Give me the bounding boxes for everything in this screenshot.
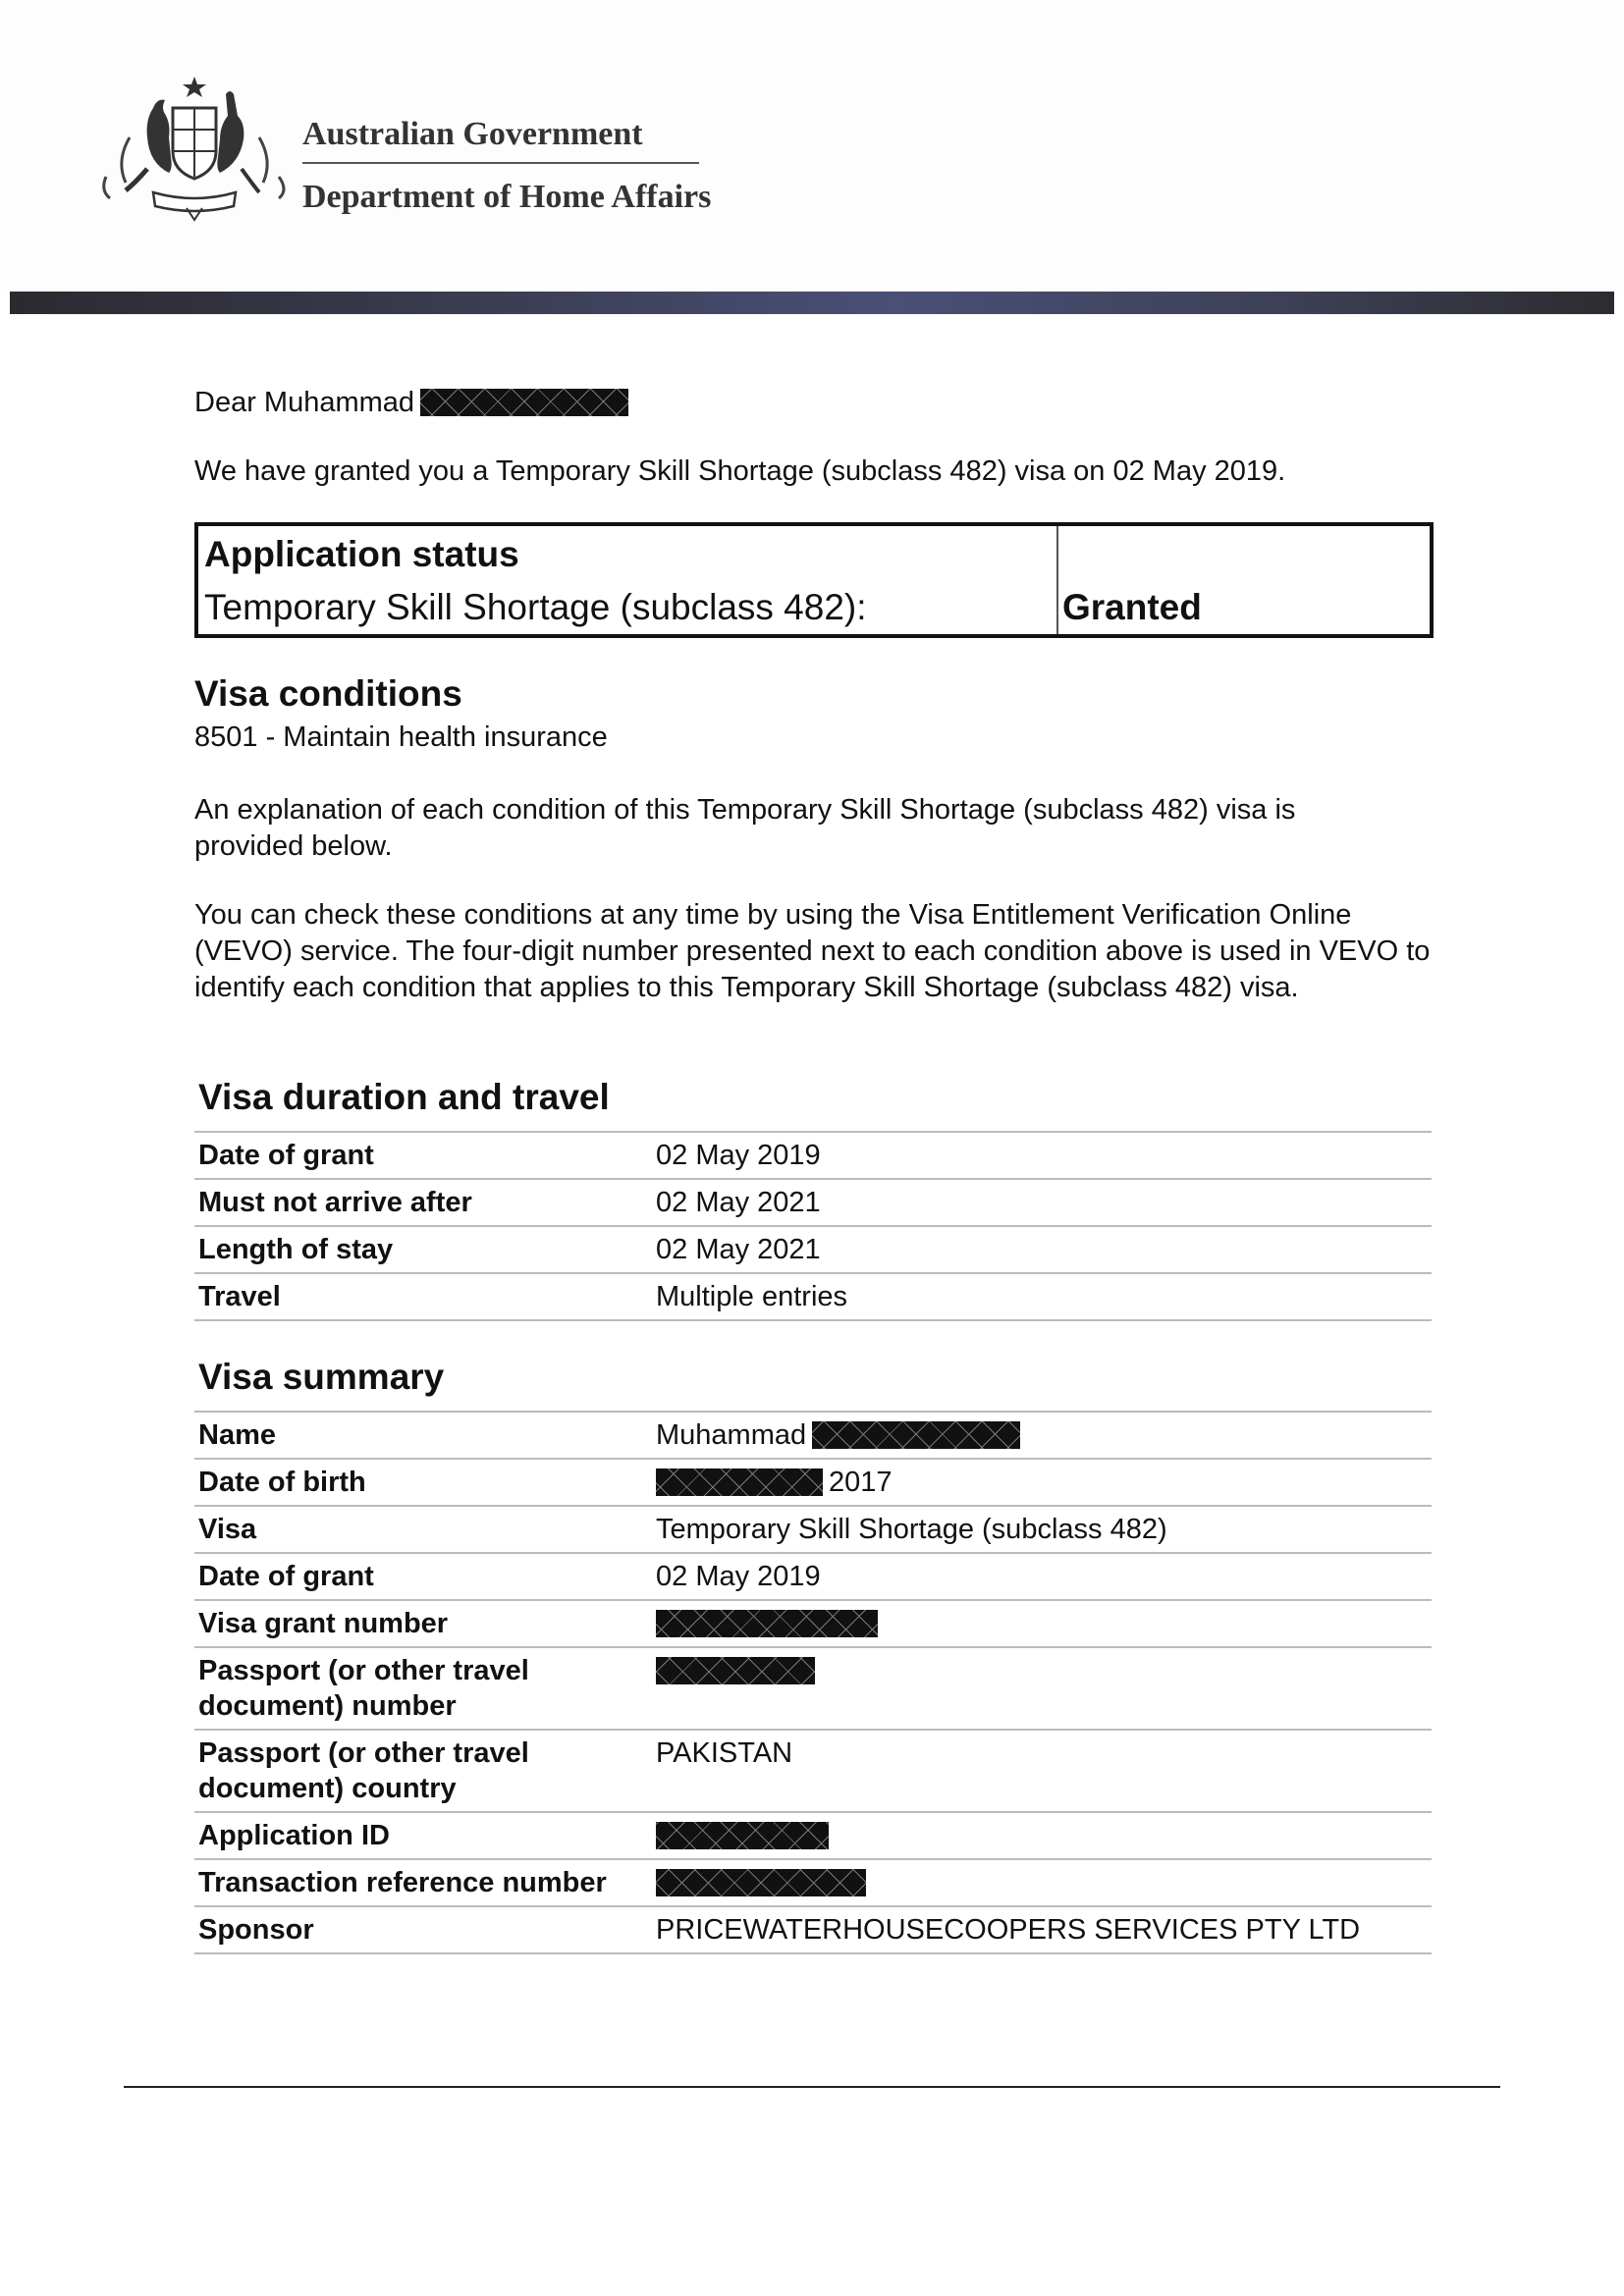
- row-label: Name: [194, 1412, 652, 1459]
- table-row: [194, 1459, 1432, 1506]
- visa-conditions-title: Visa conditions: [194, 673, 462, 714]
- government-name: Australian Government: [302, 116, 643, 152]
- row-value: [652, 1859, 1432, 1906]
- row-label: Length of stay: [194, 1226, 652, 1273]
- redacted-surname: [420, 389, 628, 416]
- row-label: Transaction reference number: [194, 1859, 652, 1906]
- status-value: Granted: [1062, 587, 1202, 627]
- letterhead: [0, 0, 1624, 294]
- table-row: [194, 1132, 1432, 1179]
- row-value: 02 May 2019: [652, 1553, 1432, 1600]
- row-label: Passport (or other travel document) country: [194, 1730, 652, 1812]
- row-value: Multiple entries: [652, 1273, 1432, 1320]
- table-row: [194, 1647, 1432, 1730]
- status-label: Temporary Skill Shortage (subclass 482):: [204, 587, 867, 627]
- footer-divider: [124, 2086, 1500, 2088]
- row-label: Date of grant: [194, 1132, 652, 1179]
- row-value: [652, 1600, 1432, 1647]
- row-label: Visa: [194, 1506, 652, 1553]
- application-status-box: [194, 522, 1434, 638]
- table-row: [194, 1600, 1432, 1647]
- table-row: [194, 1412, 1432, 1459]
- duration-table: [194, 1131, 1432, 1321]
- table-row: [194, 1273, 1432, 1320]
- row-value: 02 May 2019: [652, 1132, 1432, 1179]
- row-value: 02 May 2021: [652, 1179, 1432, 1226]
- table-row: [194, 1226, 1432, 1273]
- table-row: [194, 1859, 1432, 1906]
- condition-item: 8501 - Maintain health insurance: [194, 721, 608, 753]
- duration-title: Visa duration and travel: [198, 1077, 610, 1117]
- department-name: Department of Home Affairs: [302, 179, 712, 215]
- table-row: [194, 1906, 1432, 1953]
- letterhead-divider: [302, 162, 699, 164]
- header-band: [10, 292, 1614, 314]
- status-divider: [1056, 526, 1058, 634]
- row-label: Must not arrive after: [194, 1179, 652, 1226]
- row-label: Application ID: [194, 1812, 652, 1859]
- conditions-explanation: An explanation of each condition of this Temporary Skill Shortage (subclass 482) visa is provided below.: [194, 794, 1296, 862]
- row-value: PRICEWATERHOUSECOOPERS SERVICES PTY LTD: [652, 1906, 1432, 1953]
- table-row: [194, 1812, 1432, 1859]
- row-value: 02 May 2021: [652, 1226, 1432, 1273]
- row-label: Passport (or other travel document) number: [194, 1647, 652, 1730]
- greeting: Dear Muhammad: [194, 385, 628, 421]
- table-row: [194, 1730, 1432, 1812]
- row-label: Travel: [194, 1273, 652, 1320]
- table-row: [194, 1179, 1432, 1226]
- redacted-transaction-reference: [656, 1869, 866, 1896]
- grant-intro: We have granted you a Temporary Skill Shortage (subclass 482) visa on 02 May 2019.: [194, 455, 1286, 487]
- status-title: Application status: [204, 534, 519, 574]
- row-value: Temporary Skill Shortage (subclass 482): [652, 1506, 1432, 1553]
- row-label: Date of birth: [194, 1459, 652, 1506]
- table-row: [194, 1506, 1432, 1553]
- redacted-surname: [812, 1421, 1020, 1449]
- row-label: Visa grant number: [194, 1600, 652, 1647]
- vevo-note: You can check these conditions at any time by using the Visa Entitlement Verification Online (VEVO) service. The four-digit number presented next to each condition above is used in VEVO to identify each condition that applies to this Temporary Skill Shortage (subclass 482) visa.: [194, 899, 1431, 1003]
- summary-title: Visa summary: [198, 1357, 445, 1397]
- row-value: Muhammad: [652, 1412, 1432, 1459]
- row-value: [652, 1647, 1432, 1730]
- coat-of-arms-icon: [96, 75, 293, 222]
- row-label: Date of grant: [194, 1553, 652, 1600]
- redacted-birth-date: [656, 1468, 823, 1496]
- redacted-application-id: [656, 1822, 829, 1849]
- redacted-grant-number: [656, 1610, 878, 1637]
- row-value: PAKISTAN: [652, 1730, 1432, 1812]
- row-value: [652, 1812, 1432, 1859]
- table-row: [194, 1553, 1432, 1600]
- summary-table: [194, 1411, 1432, 1954]
- row-value: 2017: [652, 1459, 1432, 1506]
- row-label: Sponsor: [194, 1906, 652, 1953]
- redacted-passport-number: [656, 1657, 815, 1684]
